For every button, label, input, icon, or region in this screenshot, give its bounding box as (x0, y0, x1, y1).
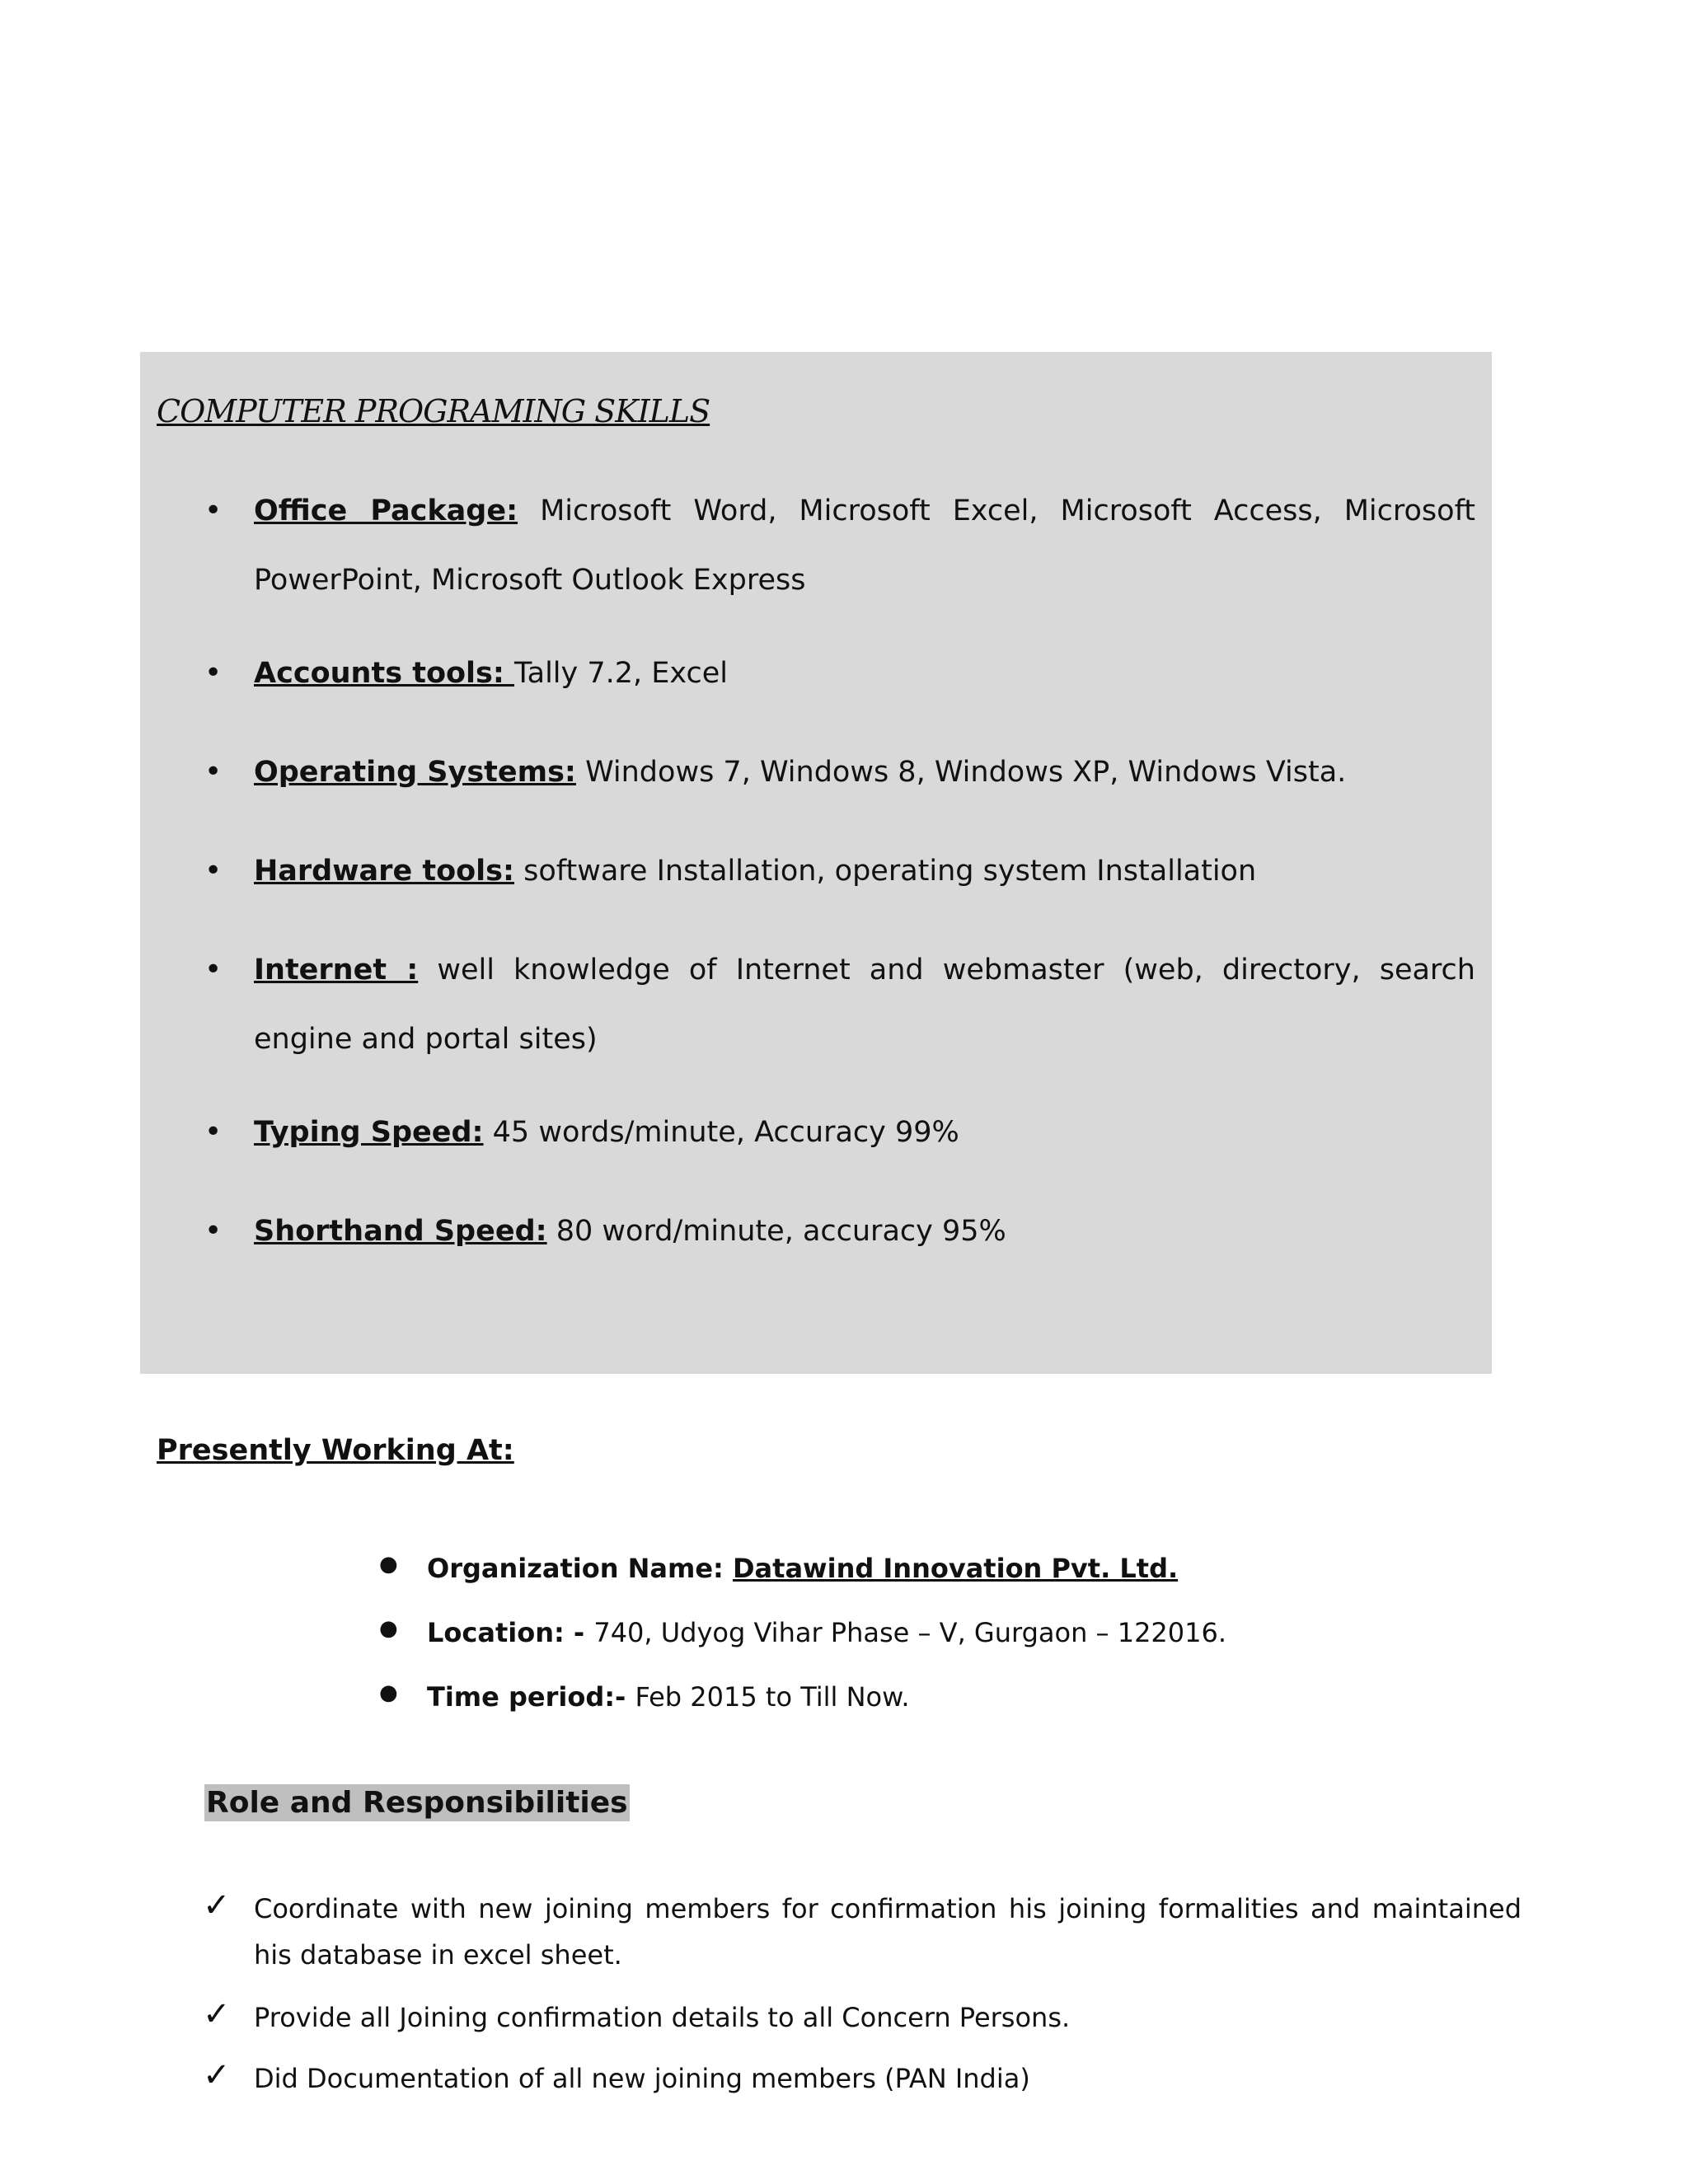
skill-item-shorthand-speed (254, 1197, 1475, 1266)
skill-item-internet (254, 935, 1475, 1074)
skill-label: Office Package: (254, 494, 518, 527)
skill-text: software Installation, operating system Installation (514, 855, 1257, 888)
organization-name-item (427, 1553, 1178, 1584)
time-period-label: Time period:- (427, 1681, 635, 1713)
location-value: 740, Udyog Vihar Phase – V, Gurgaon – 122016. (593, 1617, 1227, 1648)
skill-item-hardware-tools (254, 837, 1475, 906)
skill-text: Microsoft Word, Microsoft Excel, Microsoft Access, Microsoft PowerPoint, Microsoft Outlook Express (254, 494, 1476, 597)
location-item (427, 1617, 1226, 1648)
skill-text: Tally 7.2, Excel (514, 657, 728, 690)
skill-label: Typing Speed: (254, 1116, 484, 1149)
skill-item-typing-speed (254, 1098, 1475, 1167)
responsibility-item (203, 1886, 1522, 1978)
skill-label: Accounts tools: (254, 657, 515, 690)
presently-working-heading: Presently Working At: (157, 1434, 514, 1467)
time-period-item (427, 1681, 910, 1713)
skill-label: Internet : (254, 954, 419, 987)
checkmark-icon: ✓ (203, 2056, 231, 2094)
skill-label: Hardware tools: (254, 855, 515, 888)
organization-label: Organization Name: (427, 1553, 733, 1584)
responsibility-text: Provide all Joining confirmation details to all Concern Persons. (254, 2002, 1071, 2033)
responsibility-item (203, 2055, 1522, 2102)
skill-text: Windows 7, Windows 8, Windows XP, Windows Vista. (575, 756, 1347, 789)
skill-text: well knowledge of Internet and webmaster (web, directory, search engine and portal sites) (254, 954, 1475, 1056)
checkmark-icon: ✓ (203, 1995, 231, 2033)
checkmark-icon: ✓ (203, 1886, 231, 1924)
organization-name: Datawind Innovation Pvt. Ltd. (732, 1553, 1179, 1584)
responsibility-text: Did Documentation of all new joining members (PAN India) (254, 2063, 1030, 2094)
roles-heading: Role and Responsibilities (206, 1786, 628, 1820)
responsibility-text: Coordinate with new joining members for confirmation his joining formalities and maintained his database in excel sheet. (254, 1893, 1522, 1971)
skill-label: Operating Systems: (254, 756, 576, 789)
skill-item-accounts-tools (254, 639, 1475, 708)
skill-item-operating-systems (254, 738, 1475, 807)
location-label: Location: - (427, 1617, 594, 1648)
time-period-value: Feb 2015 to Till Now. (635, 1681, 910, 1713)
responsibility-item (203, 1994, 1522, 2041)
skills-section-title: COMPUTER PROGRAMING SKILLS (157, 393, 710, 429)
skill-item-office-package (254, 476, 1475, 615)
skill-text: 45 words/minute, Accuracy 99% (483, 1116, 959, 1149)
skill-text: 80 word/minute, accuracy 95% (546, 1215, 1006, 1248)
skill-label: Shorthand Speed: (254, 1215, 547, 1248)
